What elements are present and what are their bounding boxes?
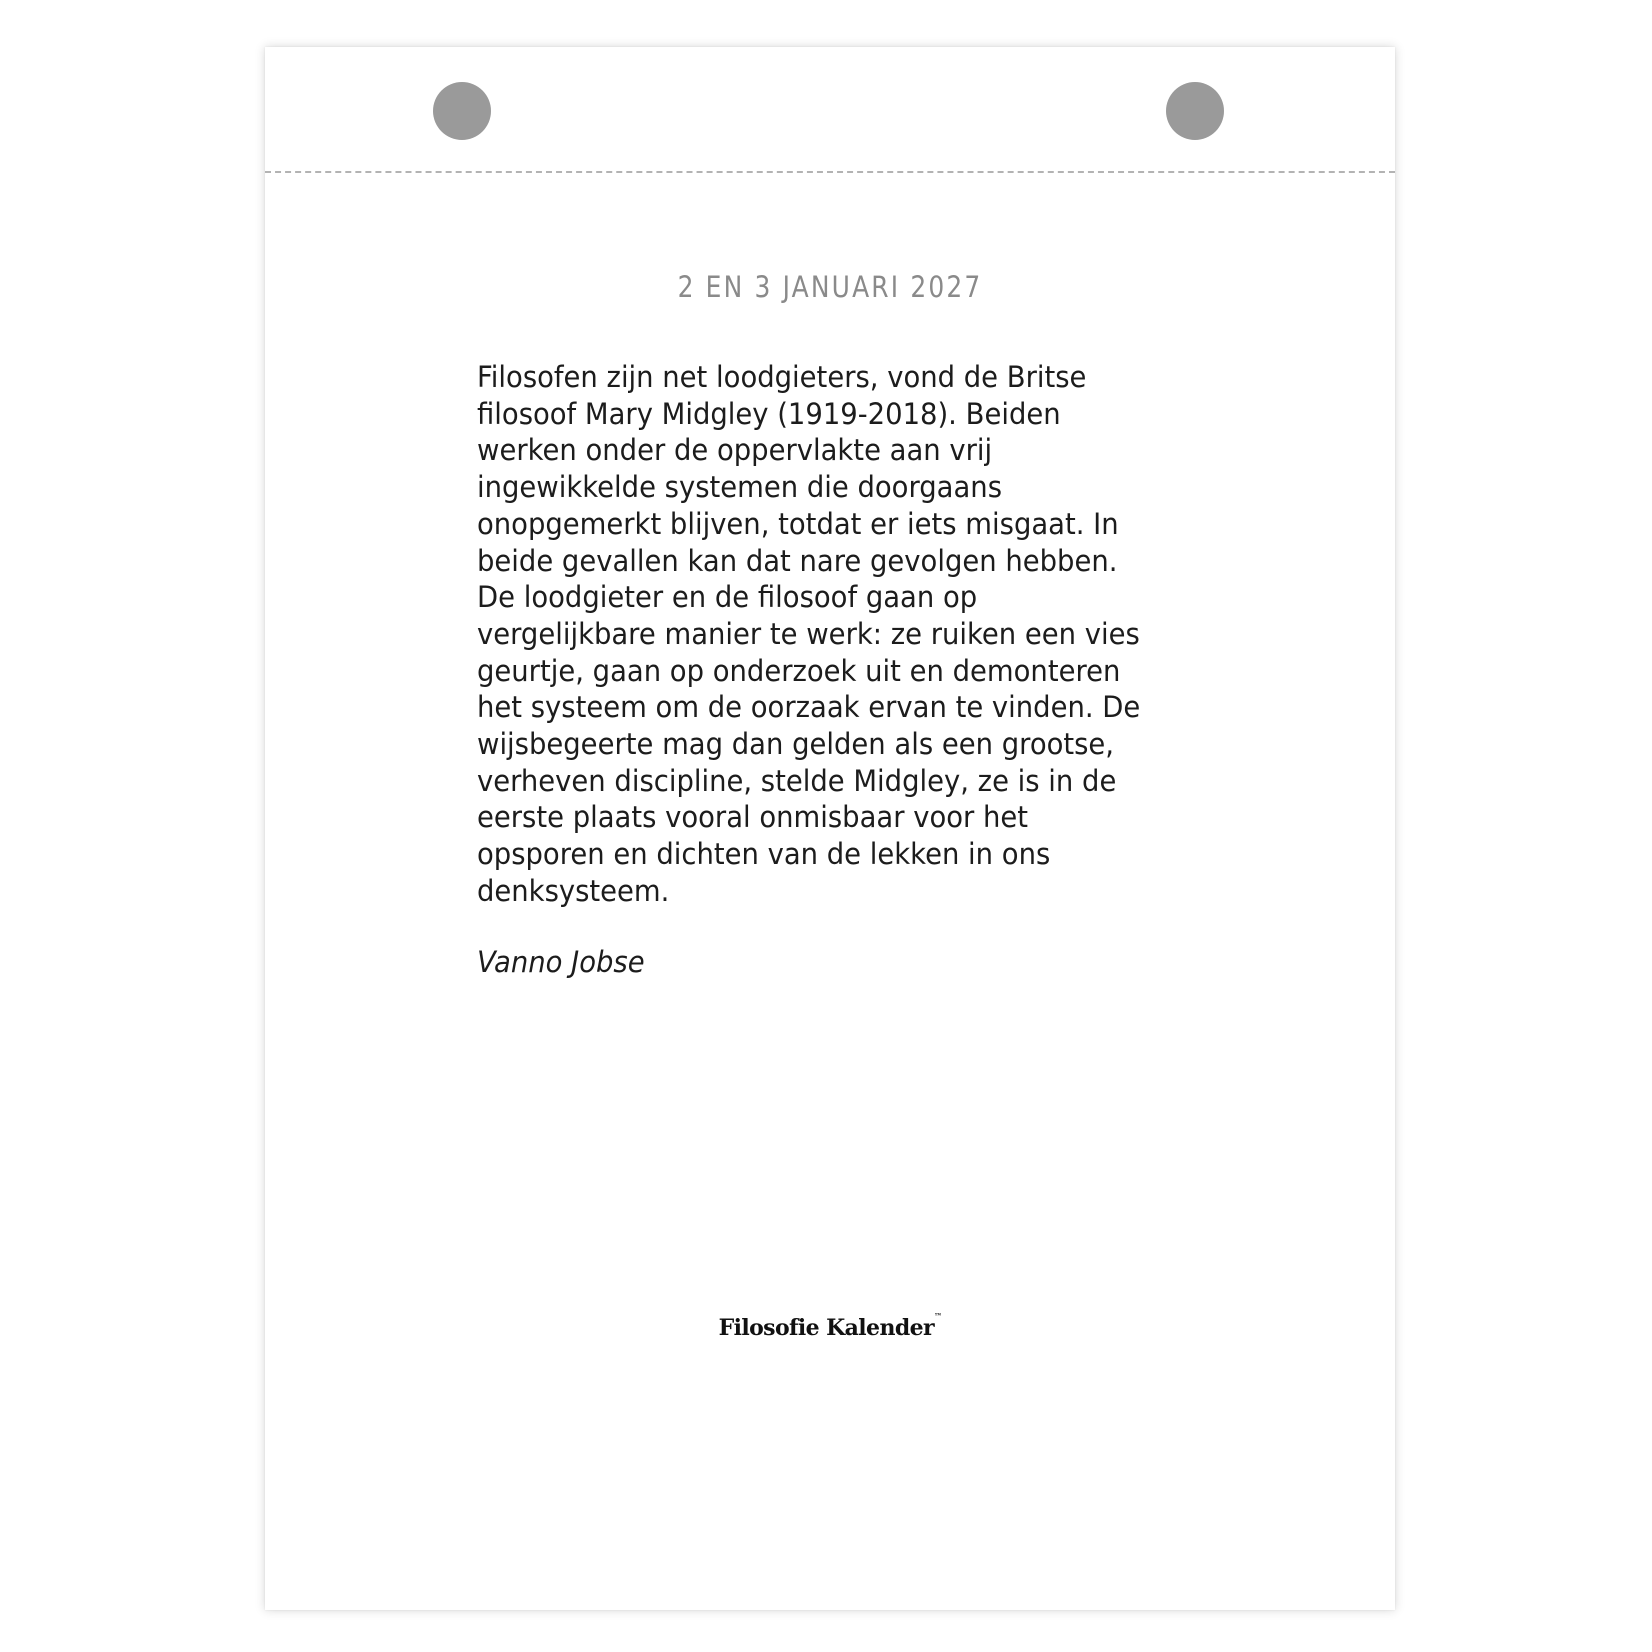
author-name: Vanno Jobse — [477, 945, 645, 979]
calendar-page — [265, 47, 1395, 1610]
body-line: het systeem om de oorzaak ervan te vinden. De — [477, 690, 1141, 725]
body-line: werken onder de oppervlakte aan vrij — [477, 433, 993, 468]
body-line: beide gevallen kan dat nare gevolgen hebben. — [477, 543, 1118, 578]
body-line: De loodgieter en de filosoof gaan op — [477, 580, 978, 615]
date-heading: 2 EN 3 JANUARI 2027 — [677, 270, 983, 304]
punch-hole-right — [1166, 82, 1224, 140]
brand-name: Filosofie Kalender — [718, 1315, 935, 1341]
entry-body — [477, 359, 1197, 910]
body-line: filosoof Mary Midgley (1919-2018). Beiden — [477, 396, 1061, 431]
punch-hole-left — [433, 82, 491, 140]
body-line: Filosofen zijn net loodgieters, vond de Britse — [477, 360, 1087, 394]
body-line: vergelijkbare manier te werk: ze ruiken een vies — [477, 616, 1140, 651]
perforation-line — [265, 171, 1395, 173]
body-line: onopgemerkt blijven, totdat er iets misgaat. In — [477, 506, 1119, 541]
body-line: opsporen en dichten van de lekken in ons — [477, 837, 1051, 872]
body-line: geurtje, gaan op onderzoek uit en demonteren — [477, 653, 1121, 688]
body-line: wijsbegeerte mag dan gelden als een grootse, — [477, 727, 1115, 762]
body-line: denksysteem. — [477, 873, 670, 908]
body-line: verheven discipline, stelde Midgley, ze is in de — [477, 763, 1117, 798]
trademark-mark: ™ — [934, 1311, 942, 1321]
body-line: eerste plaats vooral onmisbaar voor het — [477, 800, 1029, 835]
body-line: ingewikkelde systemen die doorgaans — [477, 470, 1002, 505]
brand-logo — [265, 1311, 1395, 1341]
